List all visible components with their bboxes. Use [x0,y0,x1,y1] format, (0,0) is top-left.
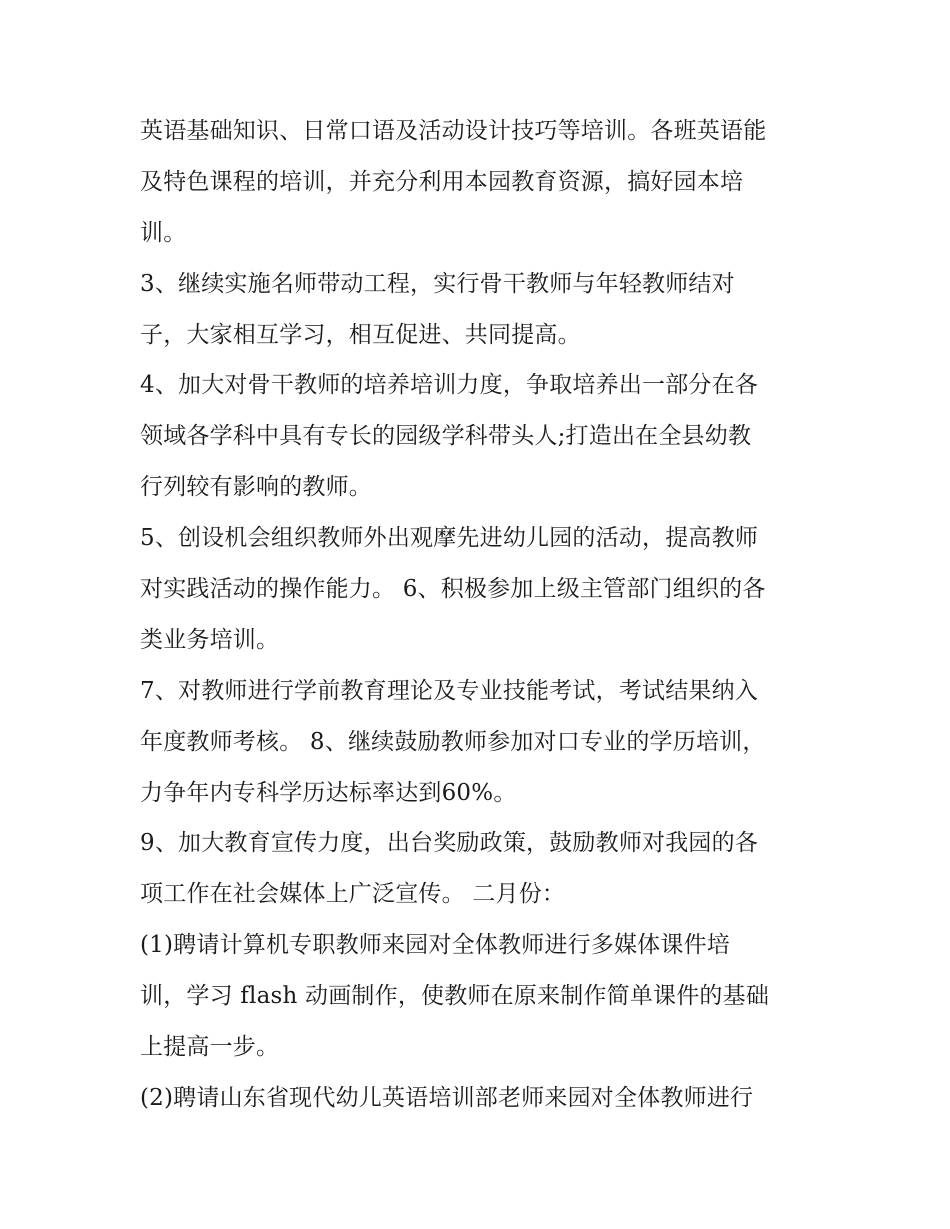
text-line-15: 9、加大教育宣传力度，出台奖励政策，鼓励教师对我园的各 [140,830,759,857]
text-line-13: 年度教师考核。 8、继续鼓励教师参加对口专业的学历培训， [140,728,766,755]
text-line-18: 训，学习 flash 动画制作，使教师在原来制作简单课件的基础 [140,983,770,1010]
text-line-5: 子，大家相互学习，相互促进、共同提高。 [140,321,581,348]
text-line-16: 项工作在社会媒体上广泛宣传。 二月份： [140,881,566,908]
document-body [140,106,820,1124]
text-line-8: 行列较有影响的教师。 [140,474,372,501]
text-line-3: 训。 [140,219,187,246]
text-line-17: (1)聘请计算机专职教师来园对全体教师进行多媒体课件培 [140,932,730,959]
text-line-9: 5、创设机会组织教师外出观摩先进幼儿园的活动，提高教师 [140,525,759,552]
text-line-14: 力争年内专科学历达标率达到60%。 [140,779,517,806]
text-line-1: 英语基础知识、日常口语及活动设计技巧等培训。各班英语能 [140,118,767,144]
text-line-20: (2)聘请山东省现代幼儿英语培训部老师来园对全体教师进行 [140,1084,754,1111]
text-line-19: 上提高一步。 [140,1034,280,1061]
text-line-4: 3、继续实施名师带动工程，实行骨干教师与年轻教师结对 [140,270,735,297]
text-line-2: 及特色课程的培训，并充分利用本园教育资源，搞好园本培 [140,168,744,195]
text-line-12: 7、对教师进行学前教育理论及专业技能考试，考试结果纳入 [140,677,759,704]
text-line-11: 类业务培训。 [140,626,280,653]
text-line-6: 4、加大对骨干教师的培养培训力度，争取培养出一部分在各 [140,372,759,399]
text-line-7: 领域各学科中具有专长的园级学科带头人;打造出在全县幼教 [140,423,752,450]
text-line-10: 对实践活动的操作能力。 6、积极参加上级主管部门组织的各 [140,576,766,603]
